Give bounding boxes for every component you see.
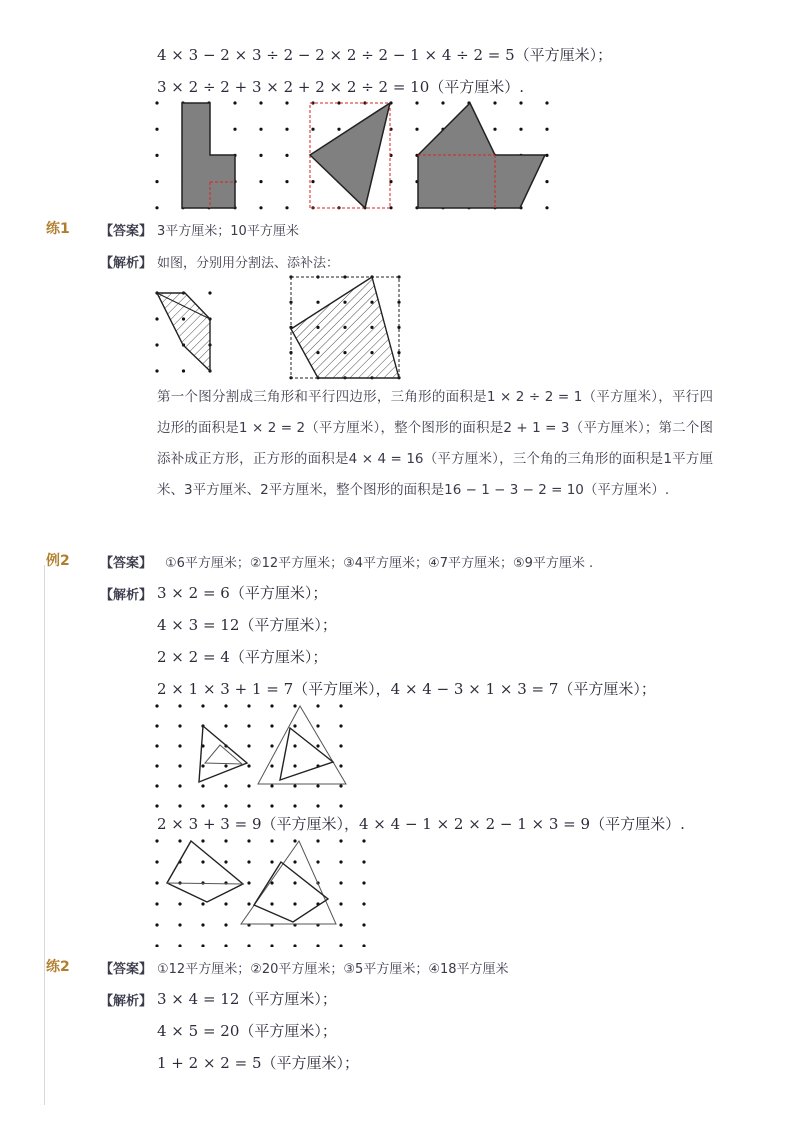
li2-answer: ①6平方厘米；②12平方厘米；③4平方厘米；④7平方厘米；⑤9平方厘米 . xyxy=(165,556,594,571)
figure-li2-a xyxy=(150,698,360,808)
grid-dot xyxy=(155,881,158,884)
grid-dot xyxy=(293,764,296,767)
grid-dot xyxy=(293,881,296,884)
grid-dot xyxy=(339,944,342,947)
grid-dot xyxy=(178,724,181,727)
grid-dot xyxy=(247,804,250,807)
lian2-answer: ①12平方厘米；②20平方厘米；③5平方厘米；④18平方厘米 xyxy=(157,962,509,977)
grid-dot xyxy=(208,291,211,294)
grid-dot xyxy=(224,784,227,787)
grid-dot xyxy=(415,128,418,131)
lian1-tag: 练1 xyxy=(46,221,70,237)
grid-dot xyxy=(247,704,250,707)
li2-tag: 例2 xyxy=(46,553,70,569)
grid-dot xyxy=(259,101,262,104)
grid-dot xyxy=(285,180,288,183)
grid-dot xyxy=(293,860,296,863)
lian2-equation-3: 1 + 2 × 2 = 5（平方厘米）； xyxy=(157,1054,359,1072)
hatched-polygon xyxy=(291,277,399,378)
grid-dot xyxy=(519,128,522,131)
grid-dot xyxy=(362,902,365,905)
grid-dot xyxy=(316,301,319,304)
grid-dot xyxy=(247,839,250,842)
grid-dot xyxy=(247,784,250,787)
grid-dot xyxy=(201,804,204,807)
grid-dot xyxy=(224,804,227,807)
figure-lian1 xyxy=(150,272,410,384)
grid-dot xyxy=(155,764,158,767)
grid-dot xyxy=(339,784,342,787)
grid-dot xyxy=(339,923,342,926)
grid-dot xyxy=(293,839,296,842)
grid-dot xyxy=(224,944,227,947)
grid-dot xyxy=(293,724,296,727)
grid-dot xyxy=(285,154,288,157)
grid-dot xyxy=(155,180,158,183)
grid-dot xyxy=(339,839,342,842)
grid-dot xyxy=(311,180,314,183)
grid-dot xyxy=(285,101,288,104)
grid-dot xyxy=(259,180,262,183)
grid-dot xyxy=(224,860,227,863)
grid-dot xyxy=(339,902,342,905)
grid-dot xyxy=(155,206,158,209)
grid-dot xyxy=(493,128,496,131)
grid-dot xyxy=(259,206,262,209)
grid-dot xyxy=(337,128,340,131)
hatched-quad xyxy=(157,293,210,371)
grid-dot xyxy=(339,860,342,863)
grid-dot xyxy=(182,369,185,372)
grid-dot xyxy=(224,839,227,842)
grid-dot xyxy=(316,944,319,947)
grid-dot xyxy=(233,128,236,131)
l-shape xyxy=(182,103,235,208)
grid-dot xyxy=(285,128,288,131)
grid-dot xyxy=(293,902,296,905)
li2-analysis-label: 【解析】 xyxy=(100,588,153,603)
grid-dot xyxy=(415,101,418,104)
lian1-analysis-intro: 如图，分别用分割法、添补法： xyxy=(157,256,340,271)
grid-dot xyxy=(270,704,273,707)
lian2-analysis-label: 【解析】 xyxy=(100,994,153,1009)
grid-dot xyxy=(178,804,181,807)
grid-dot xyxy=(293,744,296,747)
grid-dot xyxy=(545,101,548,104)
grid-dot xyxy=(178,923,181,926)
li2-equation-5: 2 × 3 + 3 = 9（平方厘米），4 × 4 − 1 × 2 × 2 − 1 × 3 = 9（平方厘米）. xyxy=(157,815,685,833)
grid-dot xyxy=(155,860,158,863)
grid-dot xyxy=(362,944,365,947)
grid-dot xyxy=(293,944,296,947)
grid-dot xyxy=(311,128,314,131)
grid-dot xyxy=(247,744,250,747)
grid-dot xyxy=(247,881,250,884)
lian1-answer: 3平方厘米；10平方厘米 xyxy=(157,224,299,239)
grid-dot xyxy=(362,881,365,884)
grid-dot xyxy=(224,704,227,707)
grid-dot xyxy=(155,101,158,104)
figure-top-shapes xyxy=(150,98,550,214)
grid-dot xyxy=(224,764,227,767)
grid-dot xyxy=(178,704,181,707)
grid-dot xyxy=(545,206,548,209)
triangle-shape xyxy=(310,103,390,208)
grid-dot xyxy=(339,704,342,707)
grid-dot xyxy=(247,944,250,947)
grid-dot xyxy=(201,764,204,767)
grid-dot xyxy=(247,764,250,767)
grid-dot xyxy=(545,128,548,131)
li2-equation-2: 4 × 3 = 12（平方厘米）； xyxy=(157,616,337,634)
figure-li2-b xyxy=(150,832,370,947)
lian1-analysis-label: 【解析】 xyxy=(100,256,153,271)
grid-dot xyxy=(270,804,273,807)
grid-dot xyxy=(316,784,319,787)
grid-dot xyxy=(293,804,296,807)
grid-dot xyxy=(259,128,262,131)
grid-dot xyxy=(270,860,273,863)
grid-dot xyxy=(270,744,273,747)
grid-dot xyxy=(362,860,365,863)
grid-dot xyxy=(233,101,236,104)
grid-dot xyxy=(201,839,204,842)
grid-dot xyxy=(155,744,158,747)
grid-dot xyxy=(339,724,342,727)
grid-dot xyxy=(293,784,296,787)
grid-dot xyxy=(178,784,181,787)
grid-dot xyxy=(155,128,158,131)
grid-dot xyxy=(316,744,319,747)
grid-dot xyxy=(339,881,342,884)
lian2-tag: 练2 xyxy=(46,959,70,975)
grid-dot xyxy=(270,902,273,905)
grid-dot xyxy=(155,923,158,926)
grid-dot xyxy=(155,839,158,842)
grid-dot xyxy=(247,902,250,905)
grid-dot xyxy=(155,343,158,346)
grid-dot xyxy=(155,154,158,157)
top-equation-1: 4 × 3 − 2 × 3 ÷ 2 − 2 × 2 ÷ 2 − 1 × 4 ÷ 2 = 5（平方厘米）； xyxy=(157,46,613,64)
grid-dot xyxy=(224,923,227,926)
grid-dot xyxy=(224,724,227,727)
margin-rule xyxy=(44,565,45,1105)
grid-dot xyxy=(441,101,444,104)
top-equation-2: 3 × 2 ÷ 2 + 3 × 2 + 2 × 2 ÷ 2 = 10（平方厘米）. xyxy=(157,78,525,96)
grid-dot xyxy=(155,704,158,707)
grid-dot xyxy=(247,860,250,863)
grid-dot xyxy=(201,704,204,707)
grid-dot xyxy=(339,744,342,747)
grid-dot xyxy=(493,101,496,104)
grid-dot xyxy=(270,724,273,727)
grid-dot xyxy=(316,839,319,842)
grid-dot xyxy=(316,804,319,807)
lian2-answer-label: 【答案】 xyxy=(100,962,153,977)
grid-dot xyxy=(178,944,181,947)
lian1-paragraph: 第一个图分割成三角形和平行四边形，三角形的面积是1 × 2 ÷ 2 = 1（平方厘米），平行四边形的面积是1 × 2 = 2（平方厘米），整个图形的面积是2 + 1 = 3（平方厘米）；第二个图添补成正方形，正方形的面积是4 × 4 = 16（平方厘米），三个角的三角形的面积是1平方厘米、3平方厘米、2平方厘米，整个图形的面积是16 − 1 − 3 − 2 = 10（平方厘米）. xyxy=(157,389,713,498)
grid-dot xyxy=(270,764,273,767)
grid-dot xyxy=(201,902,204,905)
grid-dot xyxy=(362,839,365,842)
grid-dot xyxy=(545,180,548,183)
grid-dot xyxy=(339,804,342,807)
grid-dot xyxy=(155,724,158,727)
li2-equation-3: 2 × 2 = 4（平方厘米）； xyxy=(157,648,328,666)
lian1-answer-label: 【答案】 xyxy=(100,224,153,239)
grid-dot xyxy=(270,784,273,787)
lian2-equation-1: 3 × 4 = 12（平方厘米）； xyxy=(157,990,337,1008)
grid-dot xyxy=(293,704,296,707)
grid-dot xyxy=(224,902,227,905)
grid-dot xyxy=(178,764,181,767)
li2-equation-1: 3 × 2 = 6（平方厘米）； xyxy=(157,584,328,602)
grid-dot xyxy=(316,704,319,707)
grid-dot xyxy=(155,944,158,947)
grid-dot xyxy=(270,839,273,842)
grid-dot xyxy=(247,724,250,727)
grid-dot xyxy=(285,206,288,209)
grid-dot xyxy=(259,154,262,157)
grid-dot xyxy=(155,369,158,372)
grid-dot xyxy=(339,764,342,767)
li2-equation-4: 2 × 1 × 3 + 1 = 7（平方厘米），4 × 4 − 3 × 1 × 3 = 7（平方厘米）； xyxy=(157,680,656,698)
grid-dot xyxy=(316,860,319,863)
li2-answer-label: 【答案】 xyxy=(100,556,153,571)
composite-shape xyxy=(418,103,545,208)
grid-dot xyxy=(316,724,319,727)
lian2-equation-2: 4 × 5 = 20（平方厘米）； xyxy=(157,1022,337,1040)
grid-dot xyxy=(362,923,365,926)
grid-dot xyxy=(155,317,158,320)
grid-dot xyxy=(201,944,204,947)
grid-dot xyxy=(178,744,181,747)
grid-dot xyxy=(155,784,158,787)
grid-dot xyxy=(178,902,181,905)
grid-dot xyxy=(201,860,204,863)
grid-dot xyxy=(201,923,204,926)
grid-dot xyxy=(155,804,158,807)
grid-dot xyxy=(201,784,204,787)
grid-dot xyxy=(155,902,158,905)
grid-dot xyxy=(270,944,273,947)
grid-dot xyxy=(519,101,522,104)
grid-dot xyxy=(178,839,181,842)
